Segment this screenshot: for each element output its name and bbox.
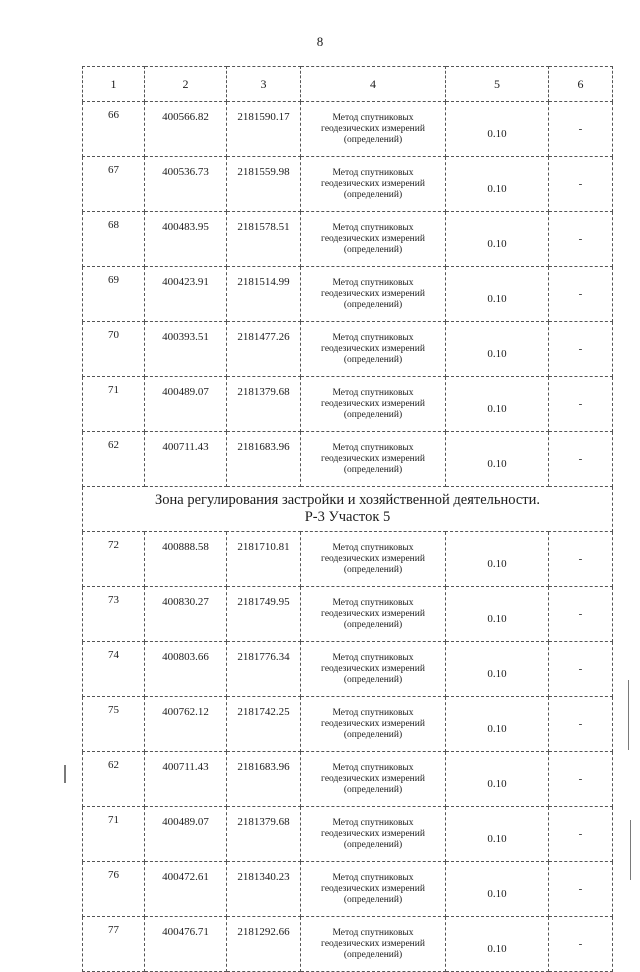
point-number-cell: 69	[83, 267, 145, 322]
x-coordinate-cell: 400566.82	[145, 102, 227, 157]
point-number-cell: 76	[83, 862, 145, 917]
note-cell: -	[549, 752, 613, 807]
accuracy-cell: 0.10	[446, 807, 549, 862]
method-cell	[301, 532, 446, 587]
method-line: Метод спутниковых	[332, 277, 414, 288]
table-row	[83, 377, 613, 432]
method-line: геодезических измерений	[321, 288, 425, 299]
point-number-cell: 72	[83, 532, 145, 587]
accuracy-cell: 0.10	[446, 862, 549, 917]
table-row	[83, 267, 613, 322]
point-number-cell: 71	[83, 377, 145, 432]
method-cell	[301, 752, 446, 807]
table-row	[83, 807, 613, 862]
point-number-cell: 74	[83, 642, 145, 697]
y-coordinate-cell: 2181683.96	[227, 752, 301, 807]
accuracy-cell: 0.10	[446, 532, 549, 587]
method-line: геодезических измерений	[321, 453, 425, 464]
point-number-cell: 67	[83, 157, 145, 212]
table-row	[83, 212, 613, 267]
y-coordinate-cell: 2181683.96	[227, 432, 301, 487]
y-coordinate-cell: 2181379.68	[227, 377, 301, 432]
x-coordinate-cell: 400393.51	[145, 322, 227, 377]
method-line: геодезических измерений	[321, 178, 425, 189]
y-coordinate-cell: 2181379.68	[227, 807, 301, 862]
method-line: Метод спутниковых	[332, 167, 414, 178]
accuracy-cell: 0.10	[446, 752, 549, 807]
method-line: (определений)	[343, 134, 403, 145]
note-cell: -	[549, 432, 613, 487]
method-line: Метод спутниковых	[332, 442, 414, 453]
method-cell	[301, 587, 446, 642]
page-number: 8	[316, 34, 324, 49]
x-coordinate-cell: 400888.58	[145, 532, 227, 587]
column-header: 6	[549, 67, 613, 102]
method-line: (определений)	[343, 564, 403, 575]
x-coordinate-cell: 400536.73	[145, 157, 227, 212]
method-cell	[301, 157, 446, 212]
method-line: (определений)	[343, 894, 403, 905]
method-line: Метод спутниковых	[332, 332, 414, 343]
method-cell	[301, 642, 446, 697]
method-line: (определений)	[343, 729, 403, 740]
method-line: (определений)	[343, 619, 403, 630]
method-line: геодезических измерений	[321, 938, 425, 949]
method-cell	[301, 697, 446, 752]
method-cell	[301, 212, 446, 267]
accuracy-cell: 0.10	[446, 432, 549, 487]
note-cell: -	[549, 587, 613, 642]
method-cell	[301, 807, 446, 862]
accuracy-cell: 0.10	[446, 102, 549, 157]
table-row	[83, 697, 613, 752]
note-cell: -	[549, 917, 613, 972]
point-number-cell: 70	[83, 322, 145, 377]
point-number-cell: 77	[83, 917, 145, 972]
y-coordinate-cell: 2181749.95	[227, 587, 301, 642]
method-line: Метод спутниковых	[332, 652, 414, 663]
method-line: (определений)	[343, 464, 403, 475]
method-line: (определений)	[343, 949, 403, 960]
point-number-cell: 73	[83, 587, 145, 642]
x-coordinate-cell: 400830.27	[145, 587, 227, 642]
accuracy-cell: 0.10	[446, 697, 549, 752]
x-coordinate-cell: 400762.12	[145, 697, 227, 752]
method-line: Метод спутниковых	[332, 762, 414, 773]
note-cell: -	[549, 322, 613, 377]
y-coordinate-cell: 2181710.81	[227, 532, 301, 587]
accuracy-cell: 0.10	[446, 212, 549, 267]
method-line: геодезических измерений	[321, 828, 425, 839]
note-cell: -	[549, 697, 613, 752]
method-line: геодезических измерений	[321, 553, 425, 564]
method-cell	[301, 322, 446, 377]
method-line: геодезических измерений	[321, 123, 425, 134]
method-line: геодезических измерений	[321, 718, 425, 729]
accuracy-cell: 0.10	[446, 917, 549, 972]
section-title-line: Р-3 Участок 5	[304, 509, 391, 525]
column-header: 3	[227, 67, 301, 102]
method-line: Метод спутниковых	[332, 542, 414, 553]
method-line: (определений)	[343, 354, 403, 365]
note-cell: -	[549, 862, 613, 917]
y-coordinate-cell: 2181292.66	[227, 917, 301, 972]
method-line: геодезических измерений	[321, 398, 425, 409]
x-coordinate-cell: 400489.07	[145, 807, 227, 862]
method-line: Метод спутниковых	[332, 927, 414, 938]
method-cell	[301, 432, 446, 487]
table-header-row	[83, 67, 613, 102]
y-coordinate-cell: 2181514.99	[227, 267, 301, 322]
method-cell	[301, 862, 446, 917]
point-number-cell: 62	[83, 432, 145, 487]
x-coordinate-cell: 400711.43	[145, 752, 227, 807]
x-coordinate-cell: 400472.61	[145, 862, 227, 917]
table-row	[83, 917, 613, 972]
column-header: 4	[301, 67, 446, 102]
method-line: Метод спутниковых	[332, 597, 414, 608]
scan-edge-mark	[630, 820, 631, 880]
note-cell: -	[549, 102, 613, 157]
column-header: 5	[446, 67, 549, 102]
method-line: (определений)	[343, 674, 403, 685]
method-line: геодезических измерений	[321, 883, 425, 894]
method-cell	[301, 102, 446, 157]
method-line: геодезических измерений	[321, 233, 425, 244]
x-coordinate-cell: 400711.43	[145, 432, 227, 487]
note-cell: -	[549, 157, 613, 212]
note-cell: -	[549, 807, 613, 862]
section-title-line: Зона регулирования застройки и хозяйственной деятельности.	[154, 492, 541, 508]
method-line: (определений)	[343, 409, 403, 420]
x-coordinate-cell: 400423.91	[145, 267, 227, 322]
method-line: Метод спутниковых	[332, 112, 414, 123]
method-line: геодезических измерений	[321, 343, 425, 354]
method-line: (определений)	[343, 189, 403, 200]
table-row	[83, 862, 613, 917]
y-coordinate-cell: 2181776.34	[227, 642, 301, 697]
table-row	[83, 157, 613, 212]
y-coordinate-cell: 2181477.26	[227, 322, 301, 377]
accuracy-cell: 0.10	[446, 322, 549, 377]
table-row	[83, 322, 613, 377]
note-cell: -	[549, 377, 613, 432]
y-coordinate-cell: 2181559.98	[227, 157, 301, 212]
x-coordinate-cell: 400483.95	[145, 212, 227, 267]
method-cell	[301, 917, 446, 972]
y-coordinate-cell: 2181578.51	[227, 212, 301, 267]
table-row	[83, 587, 613, 642]
table-row	[83, 532, 613, 587]
method-line: Метод спутниковых	[332, 817, 414, 828]
method-line: Метод спутниковых	[332, 872, 414, 883]
note-cell: -	[549, 267, 613, 322]
table-row	[83, 642, 613, 697]
note-cell: -	[549, 532, 613, 587]
x-coordinate-cell: 400489.07	[145, 377, 227, 432]
method-line: (определений)	[343, 244, 403, 255]
table-row	[83, 102, 613, 157]
table-row	[83, 432, 613, 487]
accuracy-cell: 0.10	[446, 377, 549, 432]
scan-edge-mark	[628, 680, 629, 750]
x-coordinate-cell: 400803.66	[145, 642, 227, 697]
point-number-cell: 66	[83, 102, 145, 157]
method-line: геодезических измерений	[321, 773, 425, 784]
point-number-cell: 75	[83, 697, 145, 752]
scan-edge-mark	[64, 765, 66, 783]
method-line: (определений)	[343, 299, 403, 310]
column-header: 2	[145, 67, 227, 102]
table-row	[83, 752, 613, 807]
method-line: геодезических измерений	[321, 608, 425, 619]
note-cell: -	[549, 212, 613, 267]
note-cell: -	[549, 642, 613, 697]
accuracy-cell: 0.10	[446, 642, 549, 697]
method-line: Метод спутниковых	[332, 222, 414, 233]
coordinates-table	[82, 66, 613, 972]
point-number-cell: 71	[83, 807, 145, 862]
y-coordinate-cell: 2181742.25	[227, 697, 301, 752]
point-number-cell: 68	[83, 212, 145, 267]
method-line: Метод спутниковых	[332, 387, 414, 398]
accuracy-cell: 0.10	[446, 157, 549, 212]
y-coordinate-cell: 2181340.23	[227, 862, 301, 917]
method-line: геодезических измерений	[321, 663, 425, 674]
y-coordinate-cell: 2181590.17	[227, 102, 301, 157]
point-number-cell: 62	[83, 752, 145, 807]
accuracy-cell: 0.10	[446, 267, 549, 322]
method-line: (определений)	[343, 839, 403, 850]
accuracy-cell: 0.10	[446, 587, 549, 642]
section-title-row	[83, 487, 613, 532]
method-line: (определений)	[343, 784, 403, 795]
method-cell	[301, 377, 446, 432]
section-title	[83, 487, 613, 532]
x-coordinate-cell: 400476.71	[145, 917, 227, 972]
column-header: 1	[83, 67, 145, 102]
method-cell	[301, 267, 446, 322]
method-line: Метод спутниковых	[332, 707, 414, 718]
